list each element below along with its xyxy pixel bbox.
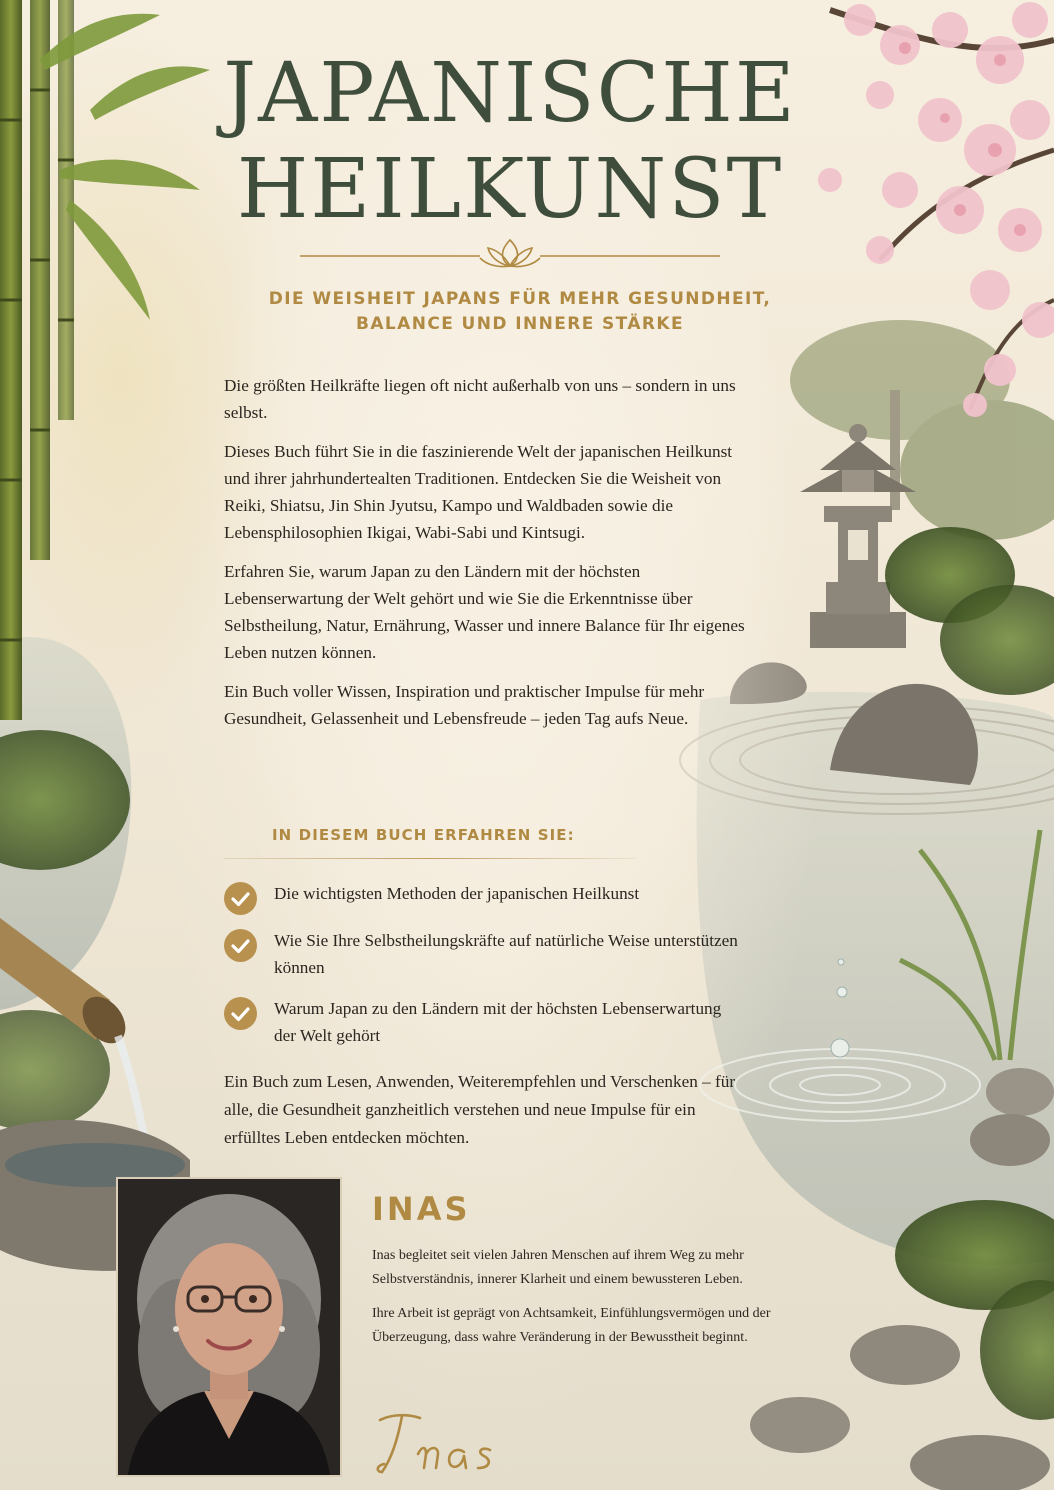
author-bio-paragraph-1: Inas begleitet seit vielen Jahren Menschen auf ihrem Weg zu mehr Selbstverständnis, innerer Klarheit und einem bewussteren Leben. [372, 1248, 744, 1287]
closing-text: Ein Buch zum Lesen, Anwenden, Weiterempfehlen und Verschenken – für alle, die Gesundheit ganzheitlich verstehen und neue Impulse für ein erfülltes Leben entdecken möchten. [224, 1072, 736, 1147]
intro-text [224, 372, 754, 744]
author-portrait-illustration [118, 1179, 340, 1475]
checkmark-icon [224, 882, 257, 915]
list-item [224, 880, 744, 907]
title-line-1: JAPANISCHE [223, 46, 797, 141]
title-line-2: HEILKUNST [236, 142, 784, 237]
section-divider [224, 858, 636, 859]
author-signature [372, 1408, 532, 1478]
list-item [224, 995, 744, 1049]
subtitle-line-1: DIE WEISHEIT JAPANS FÜR MEHR GESUNDHEIT, [268, 289, 772, 309]
list-item-text: Warum Japan zu den Ländern mit der höchsten Lebenserwartung der Welt gehört [274, 999, 722, 1045]
benefits-list [224, 880, 744, 1063]
section-heading: IN DIESEM BUCH ERFAHREN SIE: [272, 826, 575, 844]
list-item-text: Die wichtigsten Methoden der japanischen Heilkunst [274, 884, 640, 903]
book-title [160, 46, 860, 238]
author-name: INAS [372, 1190, 471, 1228]
list-item-text: Wie Sie Ihre Selbstheilungskräfte auf natürliche Weise unterstützen können [274, 931, 738, 977]
list-item [224, 927, 744, 981]
checkmark-icon [224, 929, 257, 962]
author-photo [116, 1177, 342, 1477]
author-bio [372, 1244, 772, 1360]
checkmark-icon [224, 997, 257, 1030]
intro-paragraph-2: Dieses Buch führt Sie in die faszinierende Welt der japanischen Heilkunst und ihrer jahrhundertealten Traditionen. Entdecken Sie die Weisheit von Reiki, Shiatsu, Jin Shin Jyutsu, Kampo und Waldbaden sowie die Lebensphilosophien Ikigai, Wabi-Sabi und Kintsugi. [224, 442, 733, 542]
subtitle-line-2: BALANCE UND INNERE STÄRKE [356, 314, 684, 334]
author-bio-paragraph-2: Ihre Arbeit ist geprägt von Achtsamkeit, Einfühlungsvermögen und der Überzeugung, dass wahre Veränderung in der Bewusstheit beginnt. [372, 1306, 771, 1345]
intro-paragraph-4: Ein Buch voller Wissen, Inspiration und praktischer Impulse für mehr Gesundheit, Gelassenheit und Lebensfreude – jeden Tag aufs Neue. [224, 682, 705, 728]
lotus-icon [300, 236, 720, 272]
intro-paragraph-3: Erfahren Sie, warum Japan zu den Ländern mit der höchsten Lebenserwartung der Welt gehört und wie Sie die Erkenntnisse über Selbstheilung, Natur, Ernährung, Wasser und innere Balance für Ihr eigenes Leben nutzen können. [224, 562, 745, 662]
subtitle [200, 287, 840, 337]
intro-paragraph-1: Die größten Heilkräfte liegen oft nicht außerhalb von uns – sondern in uns selbst. [224, 376, 736, 422]
